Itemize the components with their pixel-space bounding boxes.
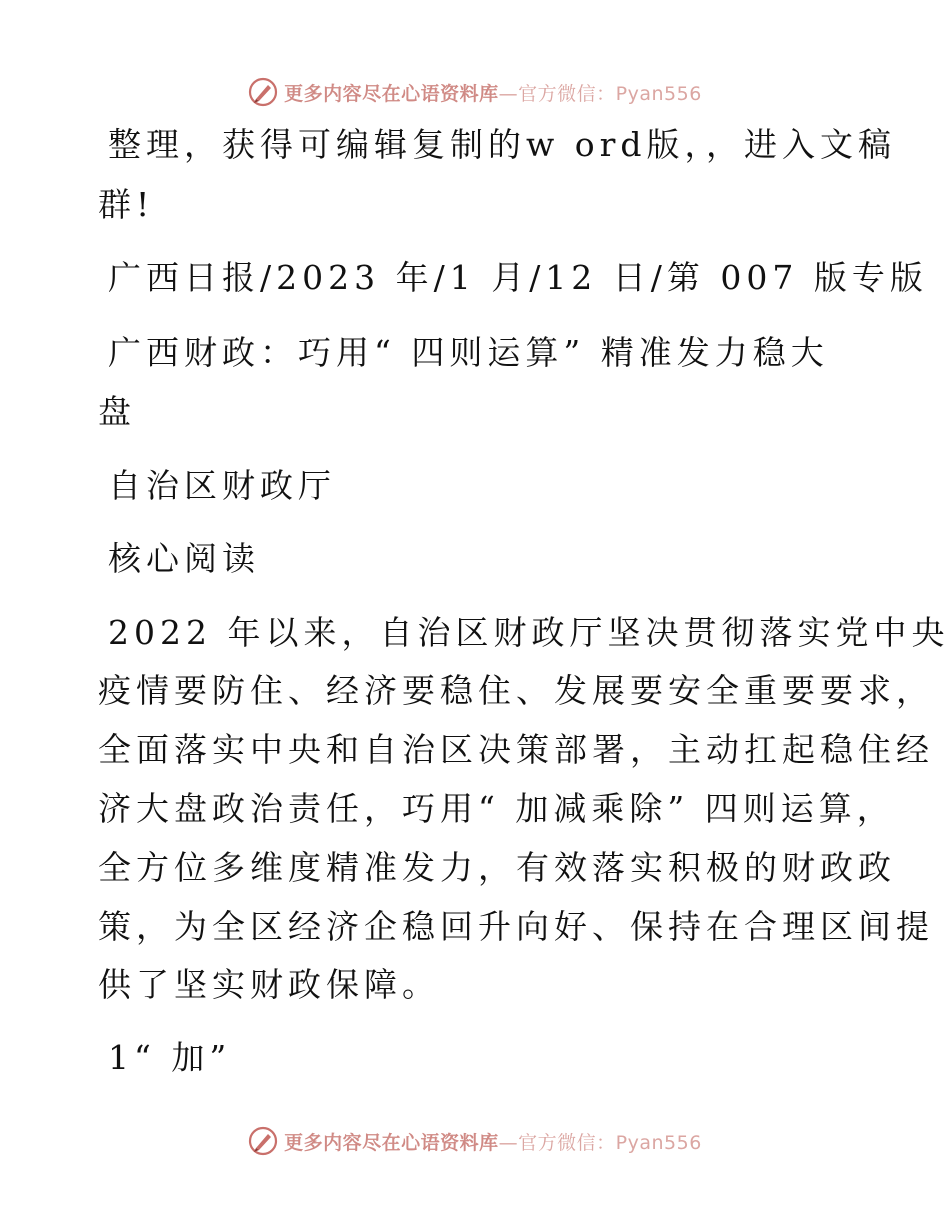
paragraph-line: 供了坚实财政保障。 xyxy=(98,965,440,1004)
paragraph-line: 济大盘政治责任，巧用“ 加减乘除” 四则运算， xyxy=(98,789,895,828)
source-line: 广西日报/2023 年/1 月/12 日/第 007 版专版 xyxy=(108,258,928,297)
watermark-dash: — xyxy=(498,1131,519,1154)
intro-line-1: 整理，获得可编辑复制的w ord版，，进入文稿 xyxy=(108,125,897,164)
watermark-dash: — xyxy=(498,82,519,105)
watermark-sub: 官方微信：Pyan556 xyxy=(518,1131,702,1154)
paragraph-line: 疫情要防住、经济要稳住、发展要安全重要要求， xyxy=(98,671,934,710)
watermark-main: 更多内容尽在心语资料库 xyxy=(284,82,499,105)
subheading-1: 1“ 加” xyxy=(108,1038,232,1077)
pen-logo-icon xyxy=(248,1126,278,1156)
intro-line-2: 群! xyxy=(98,185,155,224)
pen-logo-icon xyxy=(248,77,278,107)
section-heading: 核心阅读 xyxy=(108,539,260,578)
article-title-line-2: 盘 xyxy=(98,392,136,431)
author-line: 自治区财政厅 xyxy=(108,466,336,505)
footer-watermark xyxy=(0,1121,950,1161)
header-watermark xyxy=(0,72,950,112)
watermark-text xyxy=(284,1128,702,1155)
paragraph-line: 策，为全区经济企稳回升向好、保持在合理区间提 xyxy=(98,907,934,946)
paragraph-line: 全方位多维度精准发力，有效落实积极的财政政 xyxy=(98,848,896,887)
paragraph-line: 全面落实中央和自治区决策部署，主动扛起稳住经 xyxy=(98,730,934,769)
article-title-line-1: 广西财政：巧用“ 四则运算” 精准发力稳大 xyxy=(108,333,829,372)
watermark-text xyxy=(284,79,702,106)
watermark-sub: 官方微信：Pyan556 xyxy=(518,82,702,105)
watermark-main: 更多内容尽在心语资料库 xyxy=(284,1131,499,1154)
paragraph-line: 2022 年以来，自治区财政厅坚决贯彻落实党中央 xyxy=(108,613,950,652)
